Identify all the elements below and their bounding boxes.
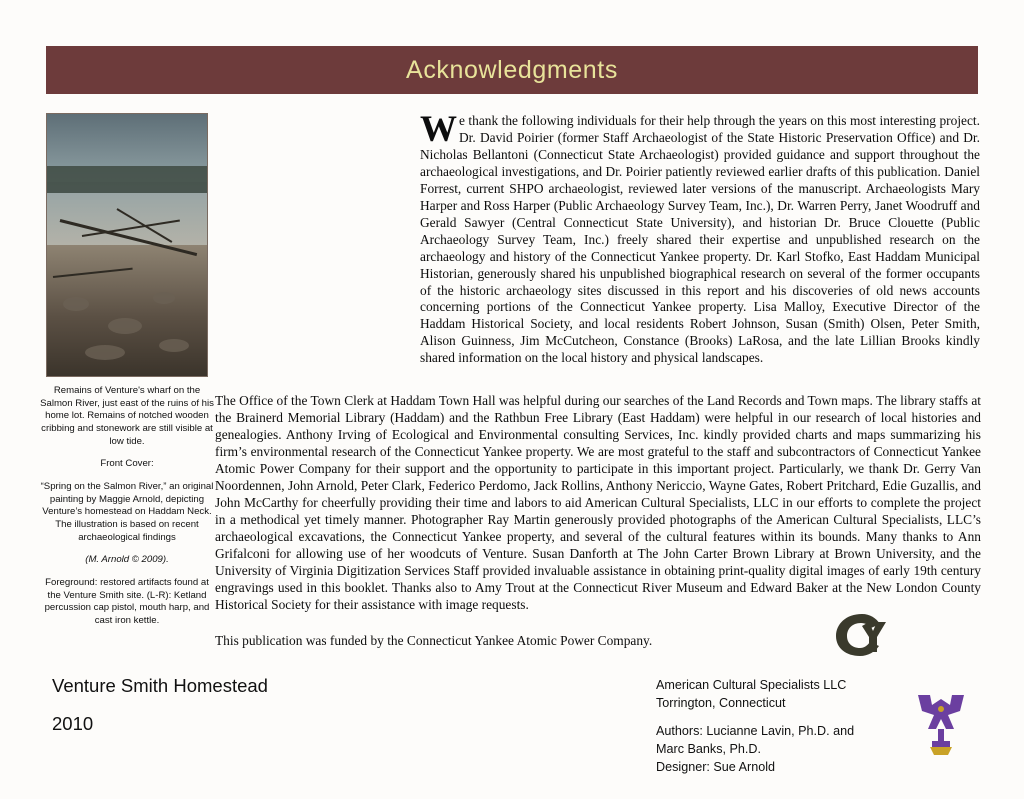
photo-caption-text: Remains of Venture's wharf on the Salmon River, just east of the ruins of his home lot. Remains of notched wooden cribbing and stonework are still visible at low tide. — [40, 385, 214, 447]
page-title: Acknowledgments — [406, 55, 618, 84]
front-cover-description: “Spring on the Salmon River,” an original painting by Maggie Arnold, depicting Venture’s homestead on Haddam Neck. The illustration is based on recent archaeological findings — [40, 480, 214, 543]
document-footer-right — [656, 676, 854, 776]
front-cover-heading: Front Cover: — [100, 458, 154, 470]
acknowledgments-paragraph-2-block — [215, 392, 981, 626]
designer-line: Designer: Sue Arnold — [656, 760, 776, 774]
spacer — [656, 713, 854, 722]
photo-rock — [85, 345, 125, 360]
thunderbird-logo — [910, 685, 972, 757]
authors-line-2: Marc Banks, Ph.D. — [656, 741, 761, 756]
section-banner — [46, 46, 978, 94]
figure-caption-block — [40, 385, 214, 638]
drop-cap: W — [420, 109, 457, 150]
paragraph-2-text: The Office of the Town Clerk at Haddam Town Hall was helpful during our searches of the Land Records and Town maps. The library staffs at the Brainerd Memorial Library (Haddam) and the Rathbun Free Library (East Haddam) were helpful in our research of local histories and genealogies. Anthony Irving of Ecological and Environmental consulting Services, Inc. kindly provided charts and maps summarizing his firm’s environmental research of the Connecticut Yankee property. We are most grateful to the staff and subcontractors of Connecticut Yankee Atomic Power Company for their support and the opportunity to participate in this important project. Particularly, we thank Dr. Gerry Van Noordennen, John Arnold, Peter Clark, Federico Perdomo, Jack Rollins, Anthony Nericcio, Wayne Gates, Robert Pritchard, Edie Guzallis, and John McCarthy for cheerfully providing their time and labors to aid American Cultural Specialists, LLC in our efforts to complete the project in a methodical yet timely manner. Photographer Ray Martin generously provided photographs of the American Cultural Specialists, LLC’s archaeological excavations, the Connecticut Yankee property, and several of the cultural features within its bounds. Many thanks to Ann Grifalconi for allowing use of her woodcuts of Venture. Susan Danforth at The John Carter Brown Library at Brown University, and the University of Virginia Digitization Services Staff provided invaluable assistance in obtaining print-quality digital images of early 19th century engravings used in this booklet. Thanks also to Amy Trout at the Connecticut River Museum and Edward Baker at the New London County Historical Society for their assistance with image requests. — [215, 393, 981, 613]
publisher-name: American Cultural Specialists LLC — [656, 678, 847, 692]
document-year: 2010 — [52, 713, 94, 734]
document-footer-left — [52, 675, 268, 735]
acknowledgments-paragraph-1 — [420, 109, 980, 367]
salmon-river-wharf-photo — [46, 113, 208, 377]
photo-rock — [153, 292, 175, 304]
connecticut-yankee-logo — [832, 610, 892, 660]
document-title: Venture Smith Homestead — [52, 675, 268, 696]
authors-line-1: Authors: Lucianne Lavin, Ph.D. and — [656, 723, 855, 738]
paragraph-1-text: e thank the following individuals for their help through the years on this most interesting project. Dr. David Poirier (former Staff Archaeologist of the State Historic Preservation Office) and Dr. Nicholas Bellantoni (Connecticut State Archaeologist) provided guidance and support throughout the archaeological investigations, and Dr. Poirier patiently reviewed earlier drafts of this publication. Daniel Forrest, current SHPO archaeologist, reviewed later versions of the manuscript. Archaeologists Mary Harper and Ross Harper (Public Archaeology Survey Team, Inc.), Dr. Warren Perry, Janet Woodruff and Gerald Sawyer (Central Connecticut State University), and historian Dr. Bruce Clouette (Public Archaeology Survey Team, Inc.) freely shared their expertise and unpublished research on the archaeology and history of the Connecticut Yankee property. Dr. Karl Stofko, East Haddam Municipal Historian, generously shared his unpublished biographical research on several of the former occupants of the historic archaeology sites discussed in this report and his discoveries of old news accounts concerning portions of the Connecticut Yankee property. Lisa Malloy, Executive Director of the Haddam Historical Society, and local residents Robert Johnson, Susan (Smith) Olsen, Peter Smith, Alison Guinness, Jim McCutcheon, Constance (Brooks) LaRosa, and the late Lillian Brooks kindly shared information on the local history and physical landscapes. — [420, 113, 980, 366]
funding-note: This publication was funded by the Connecticut Yankee Atomic Power Company. — [215, 633, 653, 648]
front-cover-foreground: Foreground: restored artifacts found at the Venture Smith site. (L-R): Ketland percussion cap pistol, mouth harp, and cast iron kettle. — [44, 576, 210, 626]
front-cover-credit: (M. Arnold © 2009). — [85, 554, 169, 566]
publisher-location: Torrington, Connecticut — [656, 696, 786, 711]
